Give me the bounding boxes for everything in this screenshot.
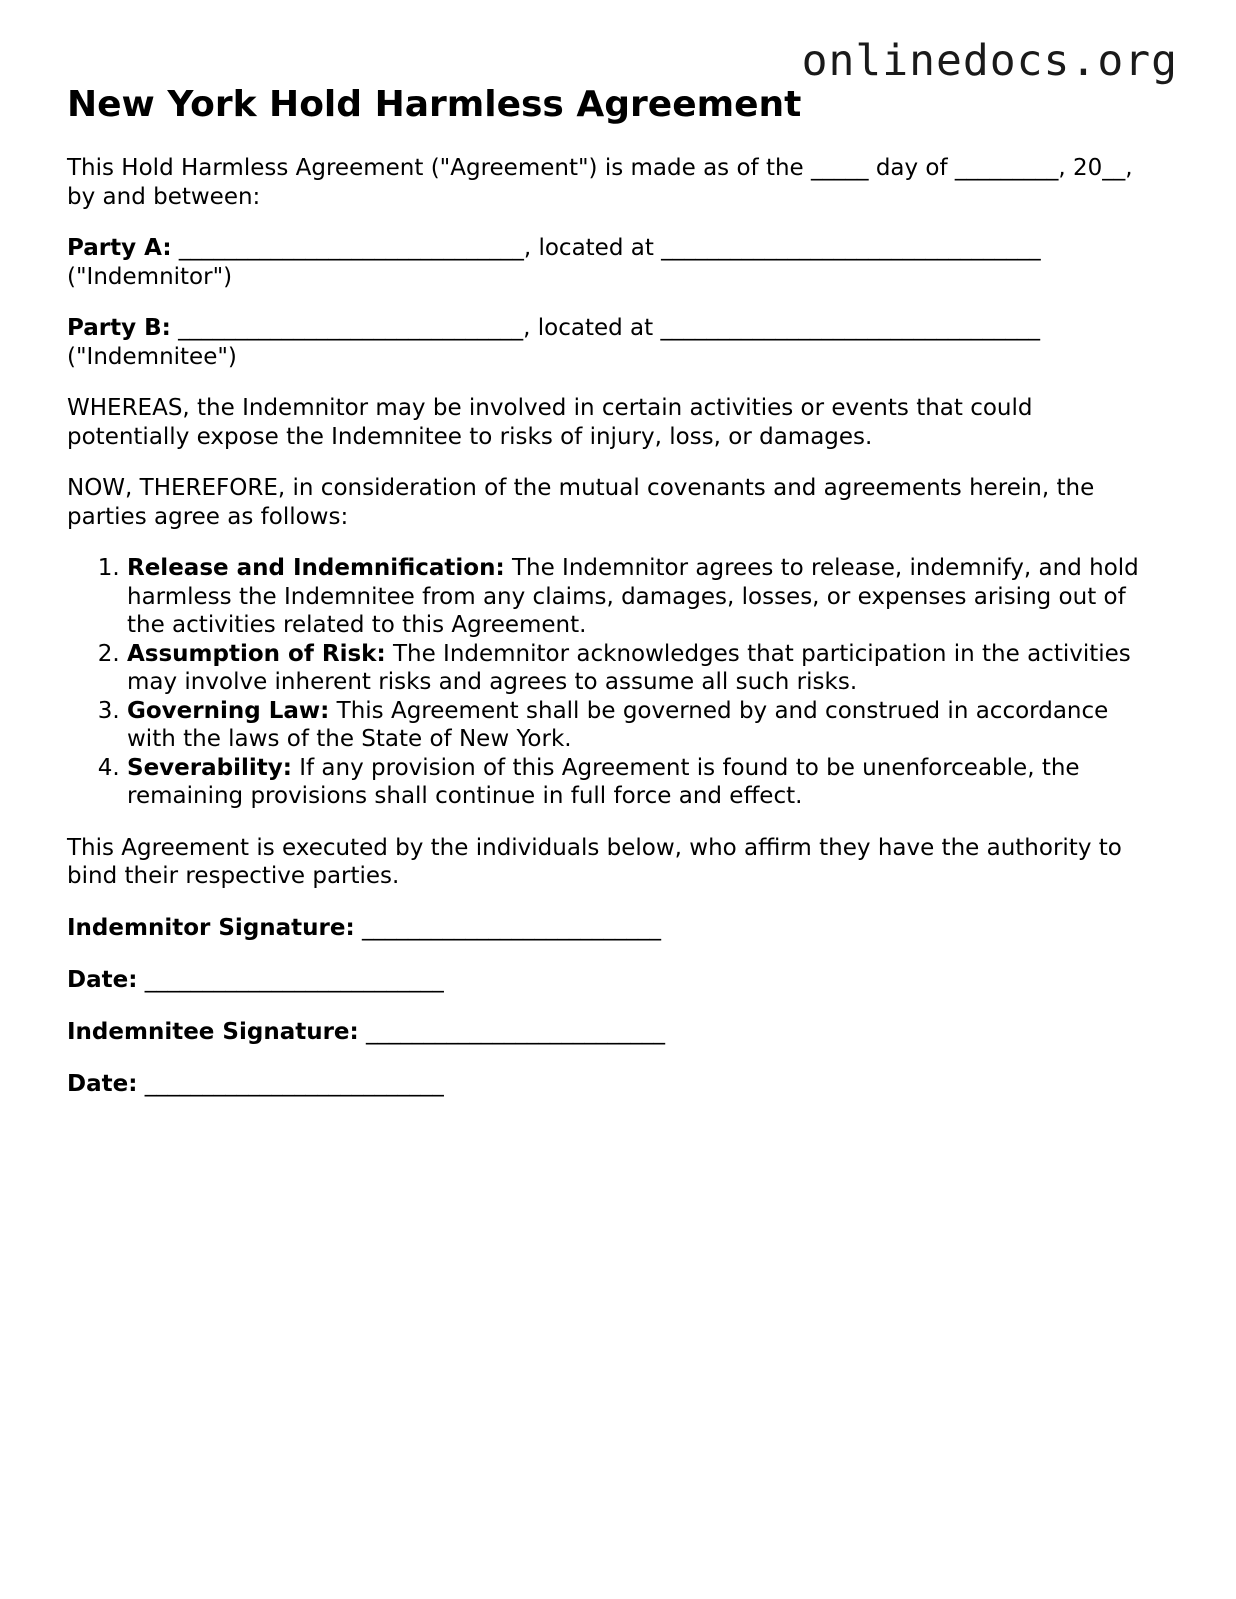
party-a-label: Party A: — [67, 235, 172, 261]
clause-text: The Indemnitor acknowledges that participation in the activities may involve inherent risks and agrees to assume all such risks. — [127, 640, 1131, 695]
clause-heading: Release and Indemnification: — [127, 555, 505, 581]
date-label-1: Date: — [67, 966, 138, 993]
intro-paragraph: This Hold Harmless Agreement ("Agreement") is made as of the _____ day of _________, 20__, by and between: — [67, 155, 1133, 210]
whereas-paragraph: WHEREAS, the Indemnitor may be involved in certain activities or events that could potentially expose the Indemnitee to risks of injury, loss, or damages. — [67, 395, 1033, 450]
date-blank-2: __________________________ — [137, 1070, 444, 1097]
clause-heading: Severability: — [127, 754, 292, 781]
clause-text: The Indemnitor agrees to release, indemnify, and hold harmless the Indemnitee from any claims, damages, losses, or expenses arising out of the activities related to this Agreement. — [127, 555, 1139, 638]
date-label-2: Date: — [67, 1070, 138, 1097]
indemnitor-signature-blank: __________________________ — [354, 914, 661, 941]
clause-item — [127, 697, 1157, 754]
party-a-paragraph — [67, 234, 1157, 291]
clause-heading: Assumption of Risk: — [127, 640, 386, 667]
execution-paragraph: This Agreement is executed by the individuals below, who affirm they have the authority to bind their respective parties. — [67, 834, 1122, 889]
now-therefore-paragraph: NOW, THEREFORE, in consideration of the mutual covenants and agreements herein, the parties agree as follows: — [67, 475, 1095, 530]
clause-item — [127, 554, 1157, 640]
party-b-text: ______________________________, located at _________________________________ ("Indemnitee") — [67, 315, 1040, 370]
date-blank-1: __________________________ — [137, 966, 444, 993]
indemnitee-signature-label: Indemnitee Signature: — [67, 1018, 359, 1045]
clause-text: This Agreement shall be governed by and construed in accordance with the laws of the State of New York. — [127, 697, 1109, 752]
indemnitee-signature-blank: __________________________ — [358, 1018, 666, 1045]
indemnitor-signature-label: Indemnitor Signature: — [67, 914, 355, 941]
document-title: New York Hold Harmless Agreement — [67, 84, 802, 125]
watermark: onlinedocs.org — [801, 36, 1178, 86]
party-a-text: ______________________________, located at _________________________________ ("Indemnitor") — [67, 235, 1041, 290]
clause-item — [127, 754, 1157, 811]
indemnitor-signature-line — [67, 914, 1157, 943]
document-body — [67, 84, 1157, 1122]
clause-item — [127, 640, 1157, 697]
date-line-1 — [67, 966, 1157, 995]
clause-text: If any provision of this Agreement is found to be unenforceable, the remaining provisions shall continue in full force and effect. — [127, 754, 1080, 809]
party-b-label: Party B: — [67, 315, 171, 341]
indemnitee-signature-line — [67, 1018, 1157, 1047]
clause-heading: Governing Law: — [127, 697, 330, 724]
date-line-2 — [67, 1070, 1157, 1099]
clauses-list — [67, 554, 1157, 811]
party-b-paragraph — [67, 314, 1157, 371]
